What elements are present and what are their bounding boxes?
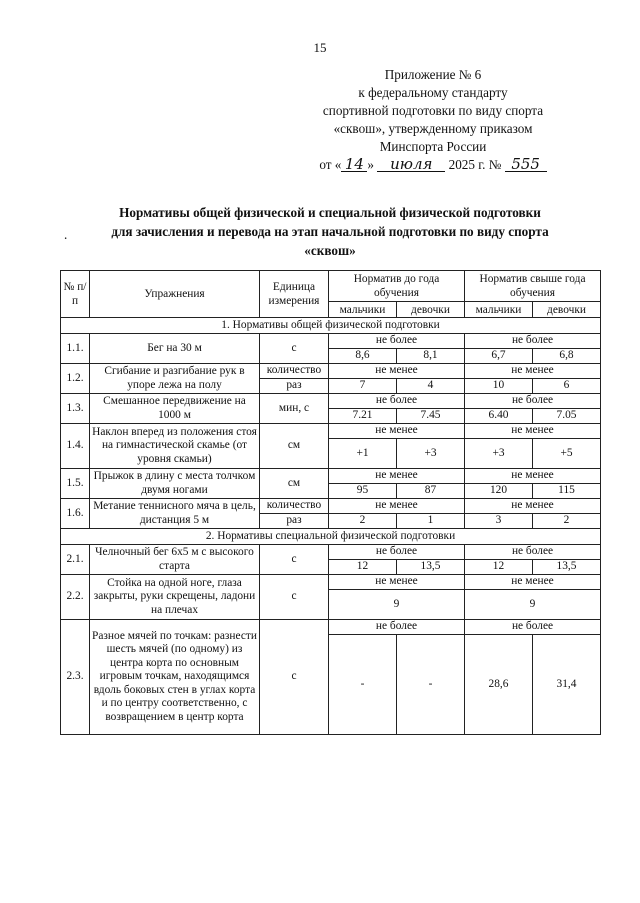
row-num: 2.1. <box>61 545 90 575</box>
header-girls: девочки <box>533 302 601 318</box>
row-condition: не менее <box>329 499 465 514</box>
row-condition: не менее <box>329 469 465 484</box>
row-exercise: Прыжок в длину с места толчком двумя ногами <box>90 469 260 499</box>
handwritten-month: июля <box>377 157 445 172</box>
section-row <box>61 318 601 334</box>
value-cell: +3 <box>397 439 465 469</box>
value-cell: 9 <box>465 590 601 620</box>
norms-table <box>60 270 601 735</box>
row-num: 2.3. <box>61 620 90 735</box>
row-num: 1.1. <box>61 334 90 364</box>
appendix-line: Минспорта России <box>379 139 487 154</box>
table-row <box>61 620 601 635</box>
row-condition: не более <box>329 394 465 409</box>
section-title: 2. Нормативы специальной физической подготовки <box>61 529 601 545</box>
header-norm-under-year: Норматив до года обучения <box>329 271 465 302</box>
row-condition: не более <box>329 545 465 560</box>
value-cell: 95 <box>329 484 397 499</box>
appendix-header <box>298 66 568 174</box>
table-row <box>61 469 601 484</box>
row-condition: не более <box>465 620 601 635</box>
year-text: 2025 г. № <box>448 157 502 172</box>
value-cell: 7.45 <box>397 409 465 424</box>
row-exercise: Разное мячей по точкам: разнести шесть мячей (по одному) из центра корта по основным игровым точкам, находящимся вдоль боковых стен в углах корта и по центру соответственно, с возвращением в центр корта <box>90 620 260 735</box>
value-cell: 120 <box>465 484 533 499</box>
row-condition: не менее <box>465 499 601 514</box>
row-unit: с <box>260 545 329 575</box>
appendix-line: «сквош», утвержденному приказом <box>333 121 533 136</box>
row-exercise: Смешанное передвижение на 1000 м <box>90 394 260 424</box>
row-condition: не менее <box>465 364 601 379</box>
row-condition: не менее <box>329 364 465 379</box>
header-boys: мальчики <box>465 302 533 318</box>
row-exercise: Челночный бег 6х5 м с высокого старта <box>90 545 260 575</box>
title-line: «сквош» <box>304 243 356 258</box>
row-num: 1.3. <box>61 394 90 424</box>
table-row <box>61 575 601 590</box>
header-norm-over-year: Норматив свыше года обучения <box>465 271 601 302</box>
value-cell: +1 <box>329 439 397 469</box>
row-condition: не более <box>465 545 601 560</box>
value-cell: 28,6 <box>465 635 533 735</box>
title-line: Нормативы общей физической и специальной физической подготовки <box>119 205 541 220</box>
header-boys: мальчики <box>329 302 397 318</box>
handwritten-day: 14 <box>341 157 367 172</box>
value-cell: +5 <box>533 439 601 469</box>
value-cell: 12 <box>465 560 533 575</box>
row-unit: см <box>260 424 329 469</box>
row-unit: раз <box>260 379 329 394</box>
value-cell: 6 <box>533 379 601 394</box>
row-condition: не более <box>329 334 465 349</box>
value-cell: 6,7 <box>465 349 533 364</box>
row-condition: не менее <box>329 424 465 439</box>
row-num: 1.5. <box>61 469 90 499</box>
appendix-line: Приложение № 6 <box>384 67 482 82</box>
row-num: 1.2. <box>61 364 90 394</box>
row-exercise: Сгибание и разгибание рук в упоре лежа на полу <box>90 364 260 394</box>
value-cell: 12 <box>329 560 397 575</box>
row-num: 1.6. <box>61 499 90 529</box>
value-cell: 7.21 <box>329 409 397 424</box>
section-row <box>61 529 601 545</box>
appendix-line: к федеральному стандарту <box>358 85 508 100</box>
row-exercise: Бег на 30 м <box>90 334 260 364</box>
value-cell: 6.40 <box>465 409 533 424</box>
row-condition: не менее <box>465 469 601 484</box>
row-unit: с <box>260 575 329 620</box>
row-unit: мин, с <box>260 394 329 424</box>
value-cell: 13,5 <box>397 560 465 575</box>
value-cell: 9 <box>329 590 465 620</box>
row-unit: количество <box>260 499 329 514</box>
table-row <box>61 334 601 349</box>
table-row <box>61 364 601 379</box>
document-title <box>60 203 600 260</box>
page-number: 15 <box>313 40 327 55</box>
row-unit: с <box>260 620 329 735</box>
value-cell: 115 <box>533 484 601 499</box>
row-exercise: Метание теннисного мяча в цель, дистанция 5 м <box>90 499 260 529</box>
row-unit: раз <box>260 514 329 529</box>
table-row <box>61 545 601 560</box>
date-prefix: от « <box>319 157 342 172</box>
row-exercise: Наклон вперед из положения стоя на гимнастической скамье (от уровня скамьи) <box>90 424 260 469</box>
date-suffix: » <box>367 157 374 172</box>
row-unit: см <box>260 469 329 499</box>
value-cell: 7 <box>329 379 397 394</box>
header-unit: Единица измерения <box>260 271 329 318</box>
row-condition: не более <box>465 334 601 349</box>
table-row <box>61 394 601 409</box>
value-cell: 6,8 <box>533 349 601 364</box>
row-unit: с <box>260 334 329 364</box>
value-cell: 10 <box>465 379 533 394</box>
value-cell: 8,6 <box>329 349 397 364</box>
header-num: № п/п <box>61 271 90 318</box>
title-line: для зачисления и перевода на этап начальной подготовки по виду спорта <box>111 224 549 239</box>
header-exercise: Упражнения <box>90 271 260 318</box>
row-condition: не менее <box>329 575 465 590</box>
row-exercise: Стойка на одной ноге, глаза закрыты, руки скрещены, ладони на плечах <box>90 575 260 620</box>
value-cell: 87 <box>397 484 465 499</box>
value-cell: 7.05 <box>533 409 601 424</box>
value-cell: 1 <box>397 514 465 529</box>
table-header-row <box>61 271 601 302</box>
value-cell: 8,1 <box>397 349 465 364</box>
row-condition: не более <box>329 620 465 635</box>
value-cell: 2 <box>329 514 397 529</box>
value-cell: - <box>397 635 465 735</box>
row-num: 1.4. <box>61 424 90 469</box>
section-title: 1. Нормативы общей физической подготовки <box>61 318 601 334</box>
row-num: 2.2. <box>61 575 90 620</box>
appendix-line: спортивной подготовки по виду спорта <box>322 103 544 118</box>
order-date-line <box>298 156 568 174</box>
handwritten-order-number: 555 <box>505 157 547 172</box>
value-cell: 4 <box>397 379 465 394</box>
row-condition: не более <box>465 394 601 409</box>
value-cell: +3 <box>465 439 533 469</box>
row-condition: не менее <box>465 575 601 590</box>
table-row <box>61 424 601 439</box>
value-cell: - <box>329 635 397 735</box>
value-cell: 3 <box>465 514 533 529</box>
header-girls: девочки <box>397 302 465 318</box>
value-cell: 13,5 <box>533 560 601 575</box>
value-cell: 2 <box>533 514 601 529</box>
row-condition: не менее <box>465 424 601 439</box>
row-unit: количество <box>260 364 329 379</box>
stray-mark: . <box>64 227 68 242</box>
table-row <box>61 499 601 514</box>
value-cell: 31,4 <box>533 635 601 735</box>
